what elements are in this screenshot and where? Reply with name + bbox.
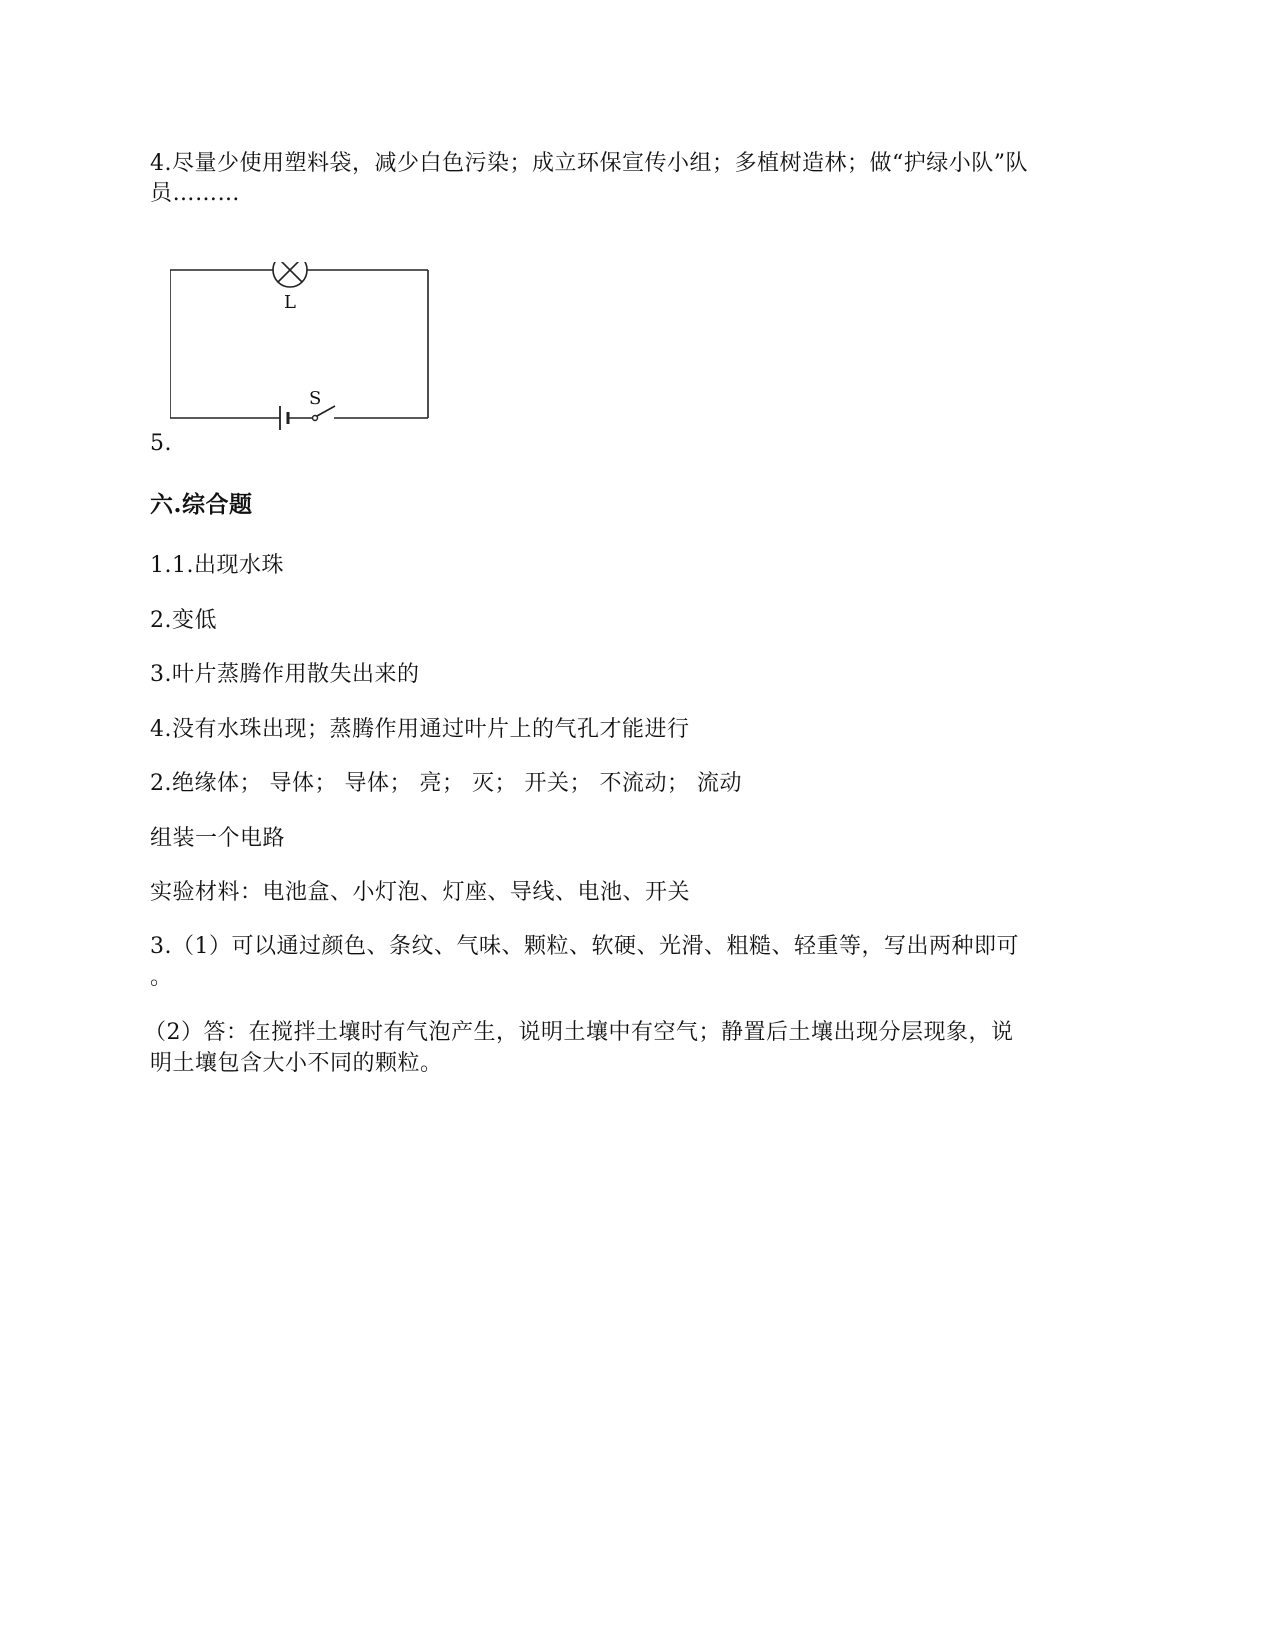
section-6-item: 组装一个电路 [150, 826, 286, 851]
answer-5-number: 5. [150, 431, 172, 456]
section-6-item: （2）答：在搅拌土壤时有气泡产生，说明土壤中有空气；静置后土壤出现分层现象，说 [144, 1020, 1014, 1045]
switch-label: S [309, 388, 322, 409]
circuit-diagram [170, 262, 450, 452]
lamp-icon [273, 262, 307, 287]
section-6-item: 3.叶片蒸腾作用散失出来的 [150, 662, 420, 687]
section-6-item: 明土壤包含大小不同的颗粒。 [150, 1051, 443, 1076]
section-6-item: 3.（1）可以通过颜色、条纹、气味、颗粒、软硬、光滑、粗糙、轻重等，写出两种即可 [150, 934, 1019, 959]
answer-4-line-1: 4.尽量少使用塑料袋，减少白色污染；成立环保宣传小组；多植树造林；做“护绿小队”队 [150, 151, 1028, 176]
answer-4-line-2: 员……… [150, 181, 241, 206]
lamp-label: L [284, 292, 296, 313]
section-6-item: 2.变低 [150, 608, 217, 633]
section-6-item: 实验材料：电池盒、小灯泡、灯座、导线、电池、开关 [150, 880, 691, 905]
section-6-item: 1.1.出现水珠 [150, 553, 284, 578]
section-6-item: 2.绝缘体； 导体； 导体； 亮； 灭； 开关； 不流动； 流动 [150, 771, 742, 796]
section-6-item: 。 [150, 965, 173, 990]
section-6-heading: 六.综合题 [150, 491, 253, 518]
battery-icon [280, 406, 288, 430]
section-6-item: 4.没有水珠出现；蒸腾作用通过叶片上的气孔才能进行 [150, 717, 690, 742]
